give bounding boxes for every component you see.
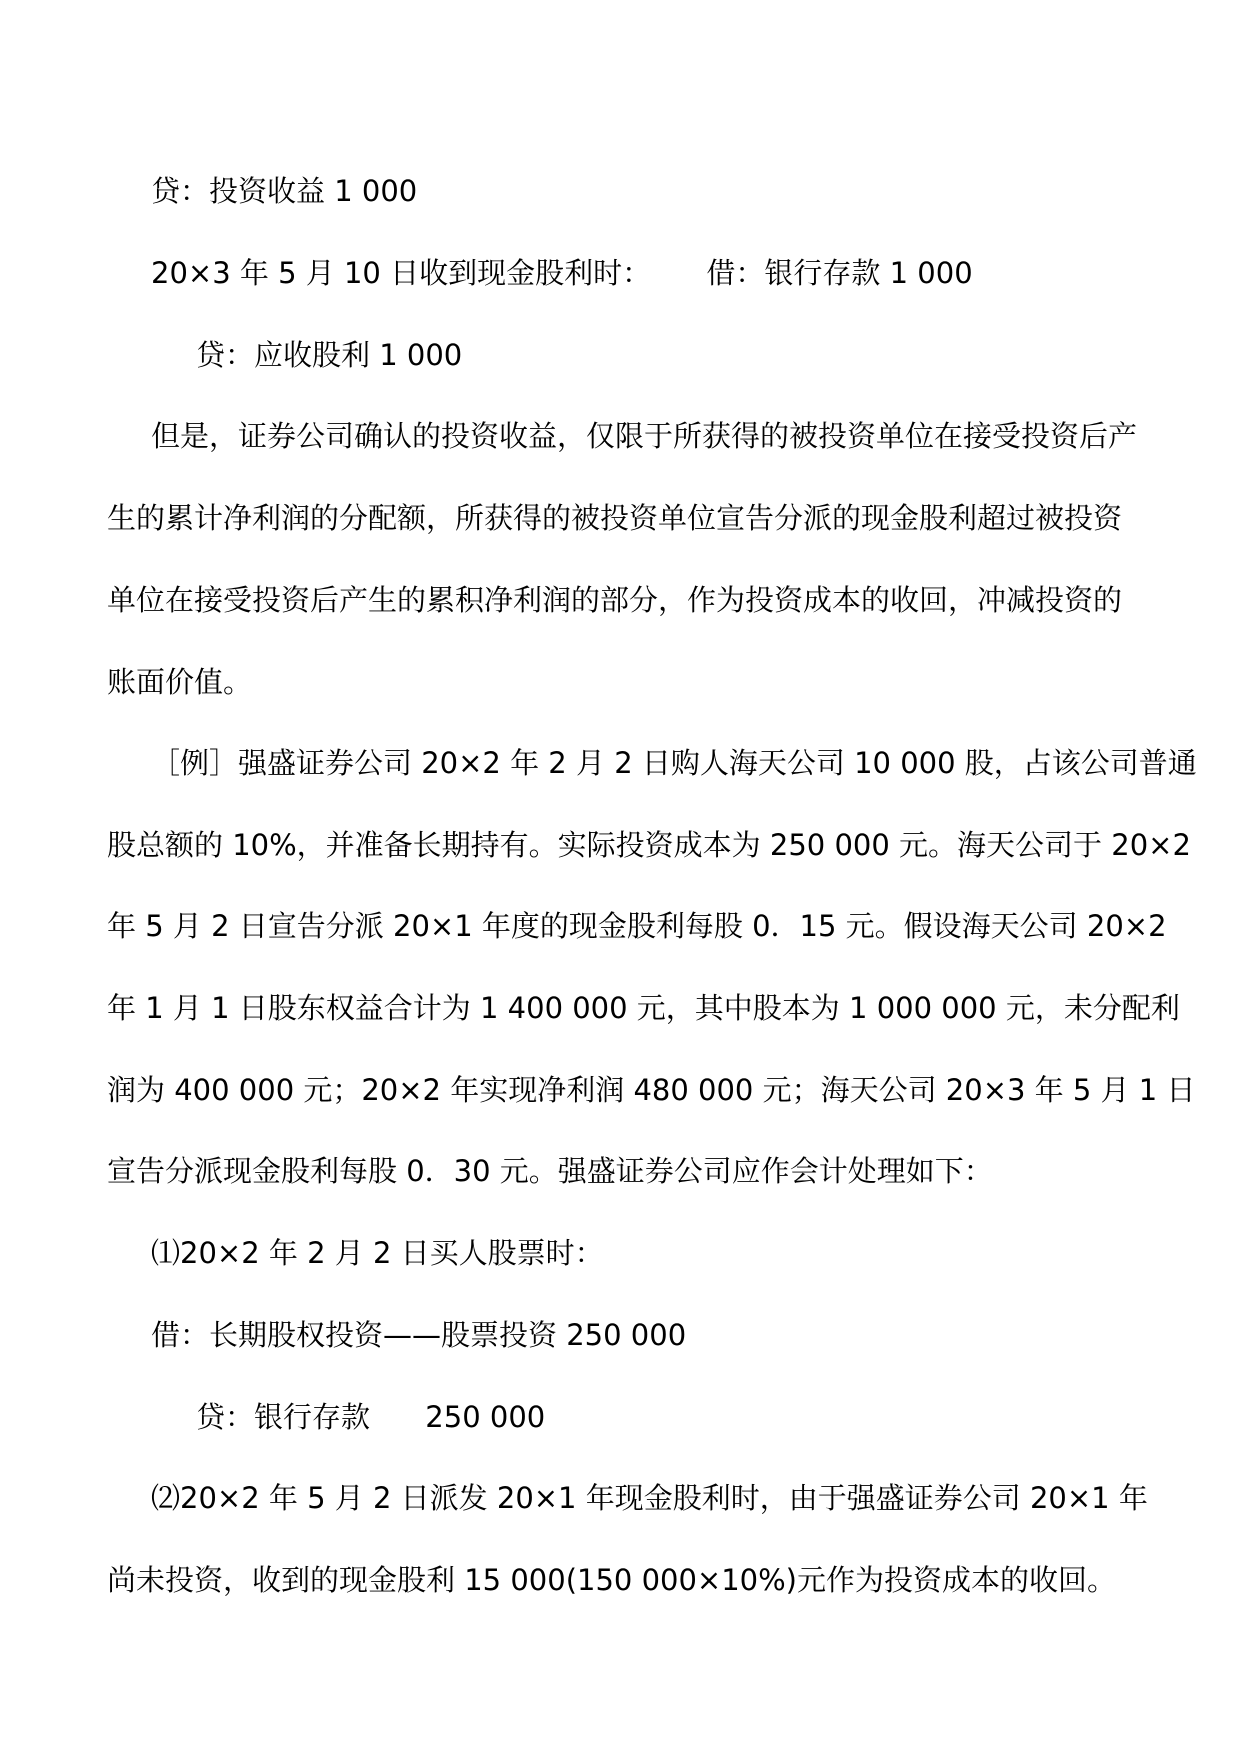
text-line: 单位在接受投资后产生的累积净利润的部分，作为投资成本的收回，冲减投资的 xyxy=(107,583,1123,617)
text-line: ⑴20×2 年 2 月 2 日买人股票时： xyxy=(151,1236,604,1270)
text-line: 股总额的 10%，并准备长期持有。实际投资成本为 250 000 元。海天公司于 20×2 xyxy=(107,828,1191,862)
text-line: 贷：应收股利 1 000 xyxy=(196,338,463,372)
text-line: 20×3 年 5 月 10 日收到现金股利时： 借：银行存款 1 000 xyxy=(151,256,973,290)
text-line: 润为 400 000 元；20×2 年实现净利润 480 000 元；海天公司 20×3 年 5 月 1 日 xyxy=(107,1073,1196,1107)
text-line: 年 1 月 1 日股东权益合计为 1 400 000 元，其中股本为 1 000 000 元，未分配利 xyxy=(107,991,1180,1025)
text-line: 账面价值。 xyxy=(107,665,253,699)
text-line: 但是，证券公司确认的投资收益，仅限于所获得的被投资单位在接受投资后产 xyxy=(151,419,1138,453)
text-line: 宣告分派现金股利每股 0．30 元。强盛证券公司应作会计处理如下： xyxy=(107,1154,993,1188)
text-line: ［例］强盛证券公司 20×2 年 2 月 2 日购人海天公司 10 000 股，占该公司普通 xyxy=(151,746,1197,780)
text-line: ⑵20×2 年 5 月 2 日派发 20×1 年现金股利时，由于强盛证券公司 20×1 年 xyxy=(151,1481,1148,1515)
text-line: 贷：银行存款 250 000 xyxy=(196,1400,546,1434)
text-line: 借：长期股权投资——股票投资 250 000 xyxy=(151,1318,687,1352)
text-line: 贷：投资收益 1 000 xyxy=(151,174,418,208)
text-line: 生的累计净利润的分配额，所获得的被投资单位宣告分派的现金股利超过被投资 xyxy=(107,501,1123,535)
text-line: 尚未投资，收到的现金股利 15 000(150 000×10%)元作为投资成本的收回。 xyxy=(107,1563,1116,1597)
text-line: 年 5 月 2 日宣告分派 20×1 年度的现金股利每股 0．15 元。假设海天公司 20×2 xyxy=(107,909,1167,943)
